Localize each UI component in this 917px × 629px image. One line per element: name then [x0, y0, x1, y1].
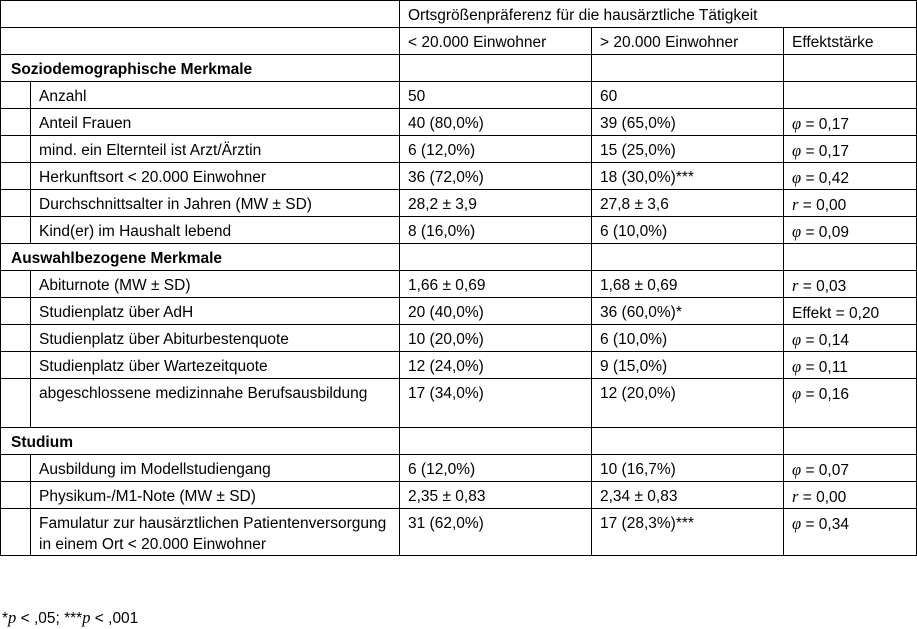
footnote-p2-text: < ,001	[90, 610, 139, 627]
effect-size	[784, 163, 917, 190]
value-small-town: 50	[400, 82, 592, 109]
effect-symbol: φ	[792, 141, 802, 160]
value-large-town: 9 (15,0%)	[592, 352, 784, 379]
row-label: abgeschlossene medizinnahe Berufsausbildung	[31, 379, 400, 428]
table-row	[1, 509, 917, 556]
footnote-star: *	[2, 610, 9, 627]
footnote-p1-symbol: p	[8, 608, 17, 627]
table-row	[1, 136, 917, 163]
indent-cell	[1, 136, 31, 163]
effect-size	[784, 482, 917, 509]
section-empty-cell	[592, 244, 784, 271]
value-small-town: 6 (12,0%)	[400, 136, 592, 163]
value-large-town: 27,8 ± 3,6	[592, 190, 784, 217]
row-label: Ausbildung im Modellstudiengang	[31, 455, 400, 482]
value-large-town: 6 (10,0%)	[592, 217, 784, 244]
indent-cell	[1, 379, 31, 428]
table-row	[1, 298, 917, 325]
value-small-town: 17 (34,0%)	[400, 379, 592, 428]
header-empty-cell	[1, 1, 400, 28]
value-large-town: 18 (30,0%)***	[592, 163, 784, 190]
row-label: Kind(er) im Haushalt lebend	[31, 217, 400, 244]
effect-symbol: φ	[792, 514, 802, 533]
header-row-columns	[1, 28, 917, 55]
header-col-small: < 20.000 Einwohner	[400, 28, 592, 55]
effect-size	[784, 298, 917, 325]
row-label: Studienplatz über Wartezeitquote	[31, 352, 400, 379]
section-empty-cell	[784, 428, 917, 455]
effect-size	[784, 82, 917, 109]
table-row	[1, 190, 917, 217]
indent-cell	[1, 271, 31, 298]
header-empty-cell	[1, 28, 400, 55]
section-title: Soziodemographische Merkmale	[1, 55, 400, 82]
indent-cell	[1, 217, 31, 244]
effect-value: = 0,34	[801, 516, 849, 533]
effect-symbol: φ	[792, 222, 802, 241]
value-large-town: 10 (16,7%)	[592, 455, 784, 482]
section-empty-cell	[592, 428, 784, 455]
value-small-town: 36 (72,0%)	[400, 163, 592, 190]
value-large-town: 1,68 ± 0,69	[592, 271, 784, 298]
effect-size	[784, 217, 917, 244]
table-row	[1, 482, 917, 509]
effect-size	[784, 352, 917, 379]
table-row	[1, 325, 917, 352]
indent-cell	[1, 325, 31, 352]
indent-cell	[1, 109, 31, 136]
indent-cell	[1, 509, 31, 556]
row-label: Durchschnittsalter in Jahren (MW ± SD)	[31, 190, 400, 217]
table-row	[1, 163, 917, 190]
value-small-town: 2,35 ± 0,83	[400, 482, 592, 509]
effect-size	[784, 455, 917, 482]
effect-size	[784, 109, 917, 136]
section-title: Studium	[1, 428, 400, 455]
section-empty-cell	[592, 55, 784, 82]
value-small-town: 28,2 ± 3,9	[400, 190, 592, 217]
footnote-p1-text: < ,05; ***	[16, 610, 83, 627]
effect-size	[784, 136, 917, 163]
table-row	[1, 455, 917, 482]
value-small-town: 10 (20,0%)	[400, 325, 592, 352]
value-large-town: 6 (10,0%)	[592, 325, 784, 352]
footnote-p2-symbol: p	[82, 608, 91, 627]
indent-cell	[1, 455, 31, 482]
effect-value: = 0,00	[798, 197, 847, 214]
table-row	[1, 109, 917, 136]
indent-cell	[1, 352, 31, 379]
indent-cell	[1, 163, 31, 190]
indent-cell	[1, 190, 31, 217]
section-row	[1, 55, 917, 82]
value-small-town: 40 (80,0%)	[400, 109, 592, 136]
effect-value: = 0,00	[798, 489, 847, 506]
value-large-town: 39 (65,0%)	[592, 109, 784, 136]
section-title: Auswahlbezogene Merkmale	[1, 244, 400, 271]
header-col-large: > 20.000 Einwohner	[592, 28, 784, 55]
value-small-town: 1,66 ± 0,69	[400, 271, 592, 298]
row-label: Anteil Frauen	[31, 109, 400, 136]
effect-symbol: r	[792, 487, 799, 506]
row-label: Herkunftsort < 20.000 Einwohner	[31, 163, 400, 190]
effect-value: = 0,11	[801, 359, 848, 376]
value-large-town: 15 (25,0%)	[592, 136, 784, 163]
header-row-group	[1, 1, 917, 28]
value-small-town: 6 (12,0%)	[400, 455, 592, 482]
section-empty-cell	[784, 55, 917, 82]
effect-size	[784, 190, 917, 217]
value-large-town: 2,34 ± 0,83	[592, 482, 784, 509]
effect-size	[784, 509, 917, 556]
effect-value: = 0,17	[801, 143, 849, 160]
value-small-town: 20 (40,0%)	[400, 298, 592, 325]
section-empty-cell	[400, 55, 592, 82]
effect-value: = 0,16	[801, 386, 849, 403]
effect-size	[784, 379, 917, 428]
table-row	[1, 352, 917, 379]
effect-symbol: φ	[792, 114, 802, 133]
effect-symbol: φ	[792, 330, 802, 349]
indent-cell	[1, 482, 31, 509]
value-small-town: 31 (62,0%)	[400, 509, 592, 556]
section-row	[1, 428, 917, 455]
section-row	[1, 244, 917, 271]
row-label: Studienplatz über Abiturbestenquote	[31, 325, 400, 352]
effect-symbol: φ	[792, 168, 802, 187]
section-empty-cell	[400, 428, 592, 455]
indent-cell	[1, 82, 31, 109]
effect-value: = 0,14	[801, 332, 849, 349]
effect-symbol: φ	[792, 357, 802, 376]
effect-value: = 0,42	[801, 170, 849, 187]
value-large-town: 60	[592, 82, 784, 109]
table-row	[1, 217, 917, 244]
header-group-title: Ortsgrößenpräferenz für die hausärztliche Tätigkeit	[400, 1, 917, 28]
effect-symbol: φ	[792, 460, 802, 479]
effect-symbol: φ	[792, 384, 802, 403]
effect-symbol: r	[792, 276, 799, 295]
row-label: Famulatur zur hausärztlichen Patientenversorgung in einem Ort < 20.000 Einwohner	[31, 509, 400, 556]
table-row	[1, 82, 917, 109]
table-row	[1, 379, 917, 428]
effect-size	[784, 271, 917, 298]
row-label: Anzahl	[31, 82, 400, 109]
footnote	[2, 608, 138, 629]
value-large-town: 17 (28,3%)***	[592, 509, 784, 556]
value-large-town: 12 (20,0%)	[592, 379, 784, 428]
table-row	[1, 271, 917, 298]
row-label: Studienplatz über AdH	[31, 298, 400, 325]
row-label: Physikum-/M1-Note (MW ± SD)	[31, 482, 400, 509]
effect-value: = 0,09	[801, 224, 849, 241]
effect-symbol: r	[792, 195, 799, 214]
value-small-town: 12 (24,0%)	[400, 352, 592, 379]
value-small-town: 8 (16,0%)	[400, 217, 592, 244]
effect-value: = 0,07	[801, 462, 849, 479]
section-empty-cell	[784, 244, 917, 271]
effect-value: Effekt = 0,20	[792, 305, 880, 322]
section-empty-cell	[400, 244, 592, 271]
row-label: mind. ein Elternteil ist Arzt/Ärztin	[31, 136, 400, 163]
row-label: Abiturnote (MW ± SD)	[31, 271, 400, 298]
effect-value: = 0,17	[801, 116, 849, 133]
value-large-town: 36 (60,0%)*	[592, 298, 784, 325]
header-col-effect: Effektstärke	[784, 28, 917, 55]
indent-cell	[1, 298, 31, 325]
effect-value: = 0,03	[798, 278, 847, 295]
effect-size	[784, 325, 917, 352]
